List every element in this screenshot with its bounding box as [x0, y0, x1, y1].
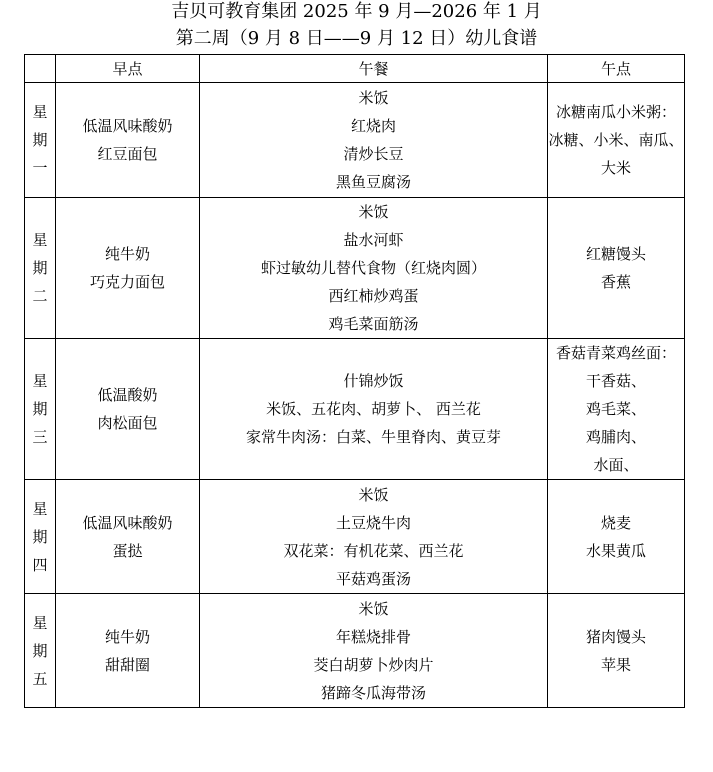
breakfast-cell [56, 594, 200, 708]
lunch-item: 米饭 [358, 203, 389, 221]
snack-cell [548, 198, 685, 339]
day-char: 期 [32, 131, 48, 149]
day-cell [25, 339, 56, 480]
lunch-item: 清炒长豆 [343, 145, 404, 163]
lunch-item: 虾过敏幼儿替代食物（红烧肉圆） [260, 259, 486, 277]
lunch-cell [200, 594, 548, 708]
snack-item: 水果黄瓜 [585, 541, 646, 560]
day-char: 三 [32, 428, 48, 446]
day-cell [25, 480, 56, 594]
table-row-friday [25, 594, 685, 708]
day-char: 星 [32, 613, 48, 632]
snack-item: 烧麦 [600, 513, 631, 532]
snack-cell [548, 594, 685, 708]
breakfast-item: 甜甜圈 [104, 655, 150, 674]
table-row-tuesday [25, 198, 685, 339]
menu-table [24, 54, 685, 708]
lunch-item: 鸡毛菜面筋汤 [328, 315, 419, 333]
snack-item: 香蕉 [600, 273, 631, 291]
snack-item: 冰糖、小米、南瓜、 [548, 131, 684, 149]
lunch-item: 年糕烧排骨 [335, 627, 411, 646]
snack-cell [548, 83, 685, 198]
lunch-item: 米饭、五花肉、胡萝卜、 西兰花 [266, 400, 481, 418]
day-char: 一 [32, 159, 48, 177]
day-cell [25, 594, 56, 708]
header-lunch: 午餐 [200, 55, 548, 83]
table-header-row [25, 55, 685, 83]
snack-item: 鸡脯肉、 [585, 428, 646, 446]
day-cell [25, 83, 56, 198]
breakfast-item: 蛋挞 [112, 541, 143, 560]
breakfast-cell [56, 198, 200, 339]
day-char: 二 [32, 287, 48, 305]
lunch-item: 平菇鸡蛋汤 [335, 569, 411, 588]
breakfast-cell [56, 83, 200, 198]
breakfast-item: 巧克力面包 [89, 273, 165, 291]
lunch-item: 土豆烧牛肉 [335, 513, 411, 532]
day-char: 四 [32, 555, 48, 574]
header-breakfast: 早点 [56, 55, 200, 83]
lunch-item: 米饭 [358, 599, 389, 618]
table-row-thursday [25, 480, 685, 594]
snack-item: 冰糖南瓜小米粥： [555, 103, 676, 121]
lunch-cell [200, 83, 548, 198]
breakfast-item: 低温风味酸奶 [82, 117, 173, 135]
day-char: 星 [32, 231, 48, 249]
day-char: 星 [32, 103, 48, 121]
lunch-item: 米饭 [358, 89, 389, 107]
document-subtitle: 第二周（9 月 8 日——9 月 12 日）幼儿食谱 [175, 28, 538, 49]
snack-item: 苹果 [600, 655, 631, 674]
lunch-item: 猪蹄冬瓜海带汤 [320, 683, 426, 702]
lunch-item: 黑鱼豆腐汤 [335, 173, 411, 191]
lunch-item: 红烧肉 [350, 117, 396, 135]
snack-cell [548, 339, 685, 480]
snack-item: 猪肉馒头 [585, 627, 646, 646]
lunch-item: 双花菜：有机花菜、西兰花 [283, 541, 464, 560]
breakfast-item: 肉松面包 [97, 414, 158, 432]
table-row-wednesday [25, 339, 685, 480]
day-char: 星 [32, 499, 48, 518]
lunch-cell [200, 339, 548, 480]
day-char: 期 [32, 259, 48, 277]
table-row-monday [25, 83, 685, 198]
lunch-item: 家常牛肉汤：白菜、牛里脊肉、黄豆芽 [245, 428, 501, 446]
day-char: 期 [32, 400, 48, 418]
breakfast-item: 低温酸奶 [97, 386, 158, 404]
lunch-cell [200, 480, 548, 594]
day-char: 期 [32, 527, 48, 546]
snack-item: 大米 [600, 159, 631, 177]
snack-item: 红糖馒头 [585, 245, 646, 263]
day-char: 五 [32, 669, 48, 688]
breakfast-item: 纯牛奶 [104, 627, 150, 646]
day-char: 期 [32, 641, 48, 660]
lunch-item: 盐水河虾 [343, 231, 404, 249]
snack-item: 水面、 [593, 456, 639, 474]
snack-item: 香菇青菜鸡丝面： [555, 344, 676, 362]
snack-cell [548, 480, 685, 594]
breakfast-item: 低温风味酸奶 [82, 513, 173, 532]
lunch-item: 米饭 [358, 485, 389, 504]
lunch-item: 什锦炒饭 [343, 372, 404, 390]
header-snack: 午点 [548, 55, 685, 83]
lunch-item: 茭白胡萝卜炒肉片 [313, 655, 434, 674]
lunch-cell [200, 198, 548, 339]
breakfast-item: 纯牛奶 [104, 245, 150, 263]
snack-item: 干香菇、 [585, 372, 646, 390]
snack-item: 鸡毛菜、 [585, 400, 646, 418]
day-cell [25, 198, 56, 339]
breakfast-cell [56, 480, 200, 594]
day-char: 星 [32, 372, 48, 390]
breakfast-item: 红豆面包 [97, 145, 158, 163]
breakfast-cell [56, 339, 200, 480]
header-day [25, 55, 56, 83]
document-title: 吉贝可教育集团 2025 年 9 月—2026 年 1 月 [171, 1, 542, 22]
lunch-item: 西红柿炒鸡蛋 [328, 287, 419, 305]
